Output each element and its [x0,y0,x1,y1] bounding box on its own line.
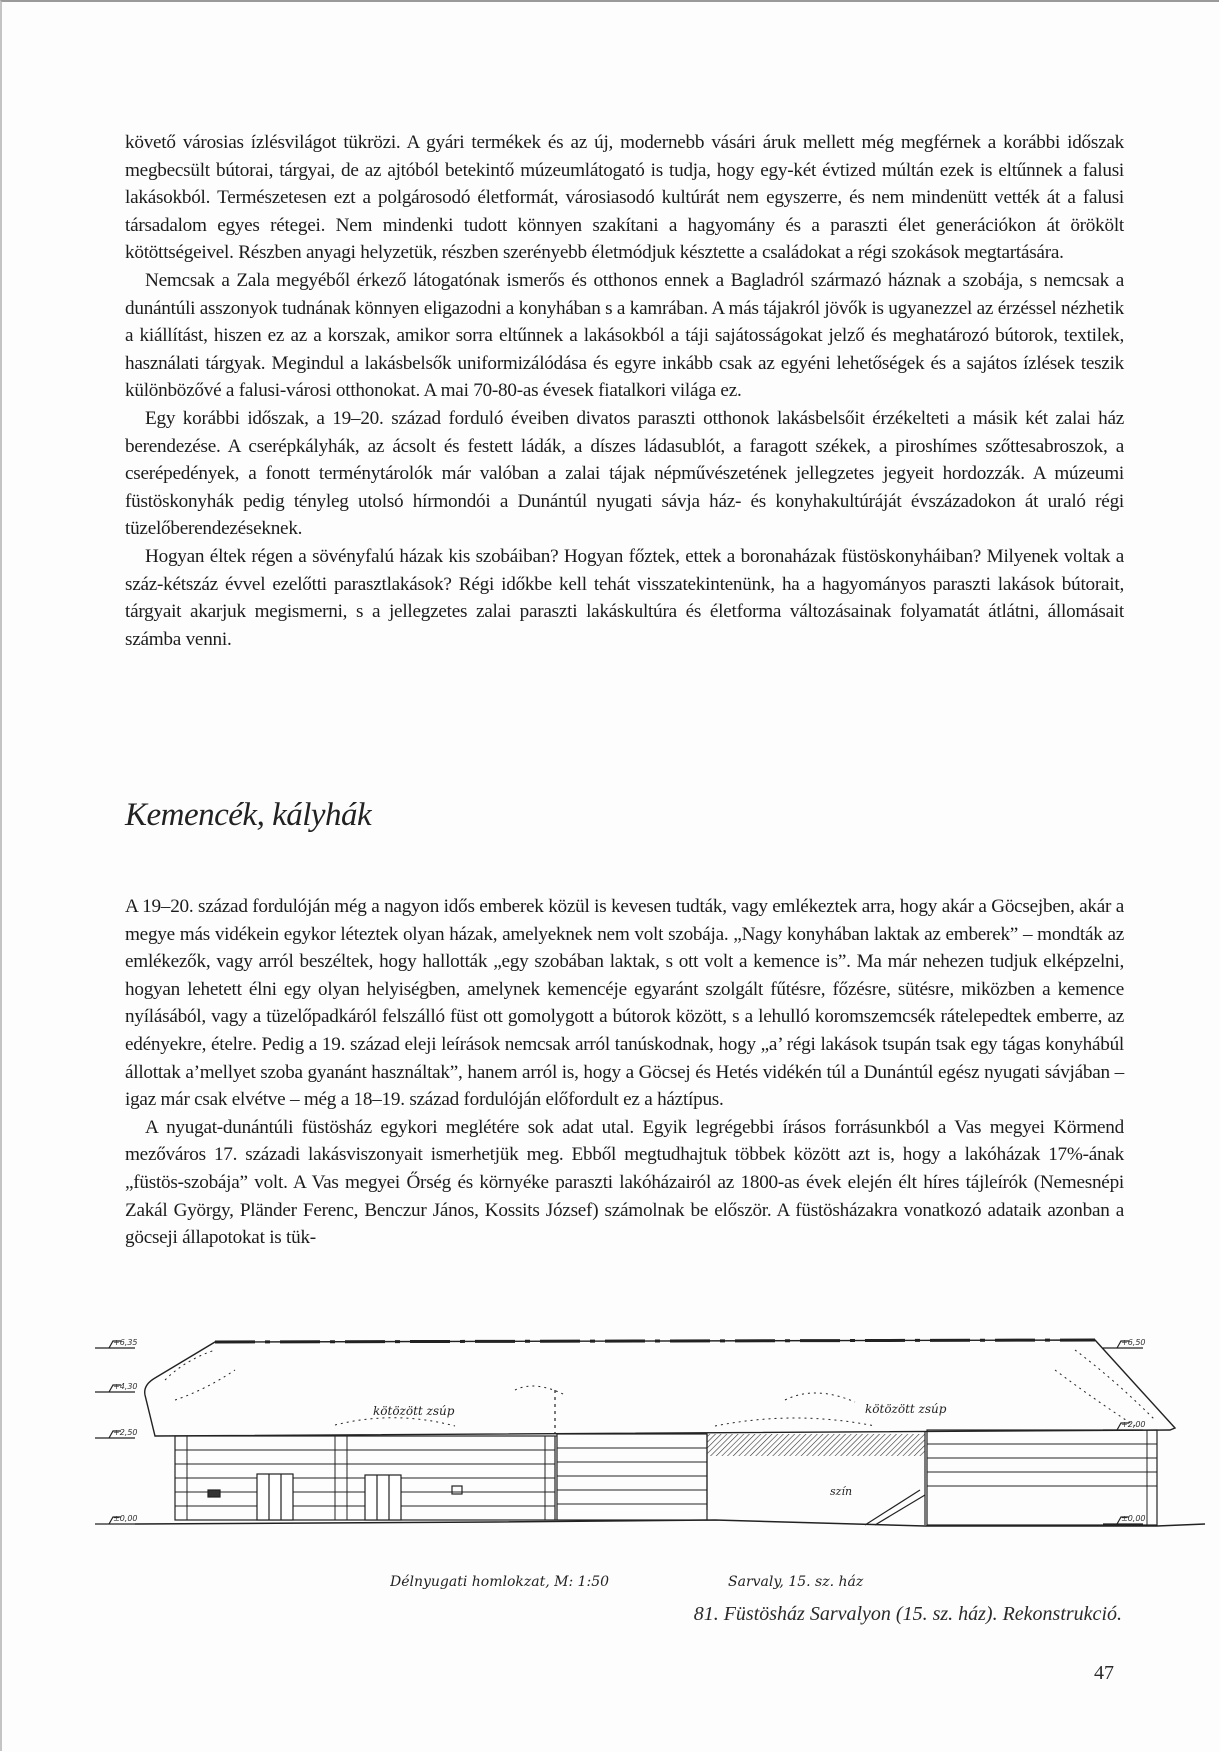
elevation-label: +6,35 [113,1338,138,1347]
body-text-top [125,129,1124,653]
drawing-location-svg [728,1568,978,1598]
paragraph: követő városias ízlésvilágot tükrözi. A gyári termékek és az új, modernebb vásári áruk mellett még megférnek a korábbi időszak megbecsült bútorai, tárgyai, de az ajtóból betekintő múzeumlátogató is tudja, hogy egy-két évtized múltán ezek is eltűnnek a falusi lakásokból. Természetesen ezt a polgárosodó életformát, városiasodó kultúrát nem egyszerre, és nem mindenütt vették át a falusi társadalom egyes rétegei. Nem mindenki tudott könnyen szakítani a hagyomány és a paraszti élet generációkon át örökölt kötöttségeivel. Részben anyagi helyzetük, részben szerényebb életmódjuk késztette a családokat a régi szokások megtartására. [125,132,1124,264]
body-text-section [125,893,1124,1252]
elevation-svg [95,1330,1220,1530]
house-elevation-drawing [95,1330,1220,1530]
drawing-location: Sarvaly, 15. sz. ház [728,1574,864,1590]
elevation-label: ±0,00 [113,1514,138,1523]
elevation-label: +2,50 [113,1428,138,1437]
drawing-title-svg [390,1568,740,1598]
paragraph: Hogyan éltek régen a sövényfalú házak kis szobáiban? Hogyan főztek, ettek a boronaházak füstöskonyháiban? Milyenek voltak a száz-kétszáz évvel ezelőtti parasztlakások? Régi időkbe kell tehát visszatekintenünk, ha a hagyományos paraszti lakások bútorait, tárgyait akarjuk megismerni, s a jellegzetes zalai paraszti lakáskultúra és életforma változásainak folyamatát átlátni, állomásait számba venni. [125,545,1124,650]
paragraph: Egy korábbi időszak, a 19–20. század forduló éveiben divatos paraszti otthonok lakásbelsőit érzékelteti a másik két zalai ház berendezése. A cserépkályhák, az ácsolt és festett ládák, a díszes ládasublót, a faragott székek, a piroshímes szőttesabroszok, a cserépedények, a fonott terménytárolók már valóban a zalai tájak népművészetének jellegzetes jegyeit hordozzák. A múzeumi füstöskonyhák pedig tényleg utolsó hírmondói a Dunántúl nyugati sávja ház- és konyhakultúráját évszázadokon át uraló régi tüzelőberendezéseknek. [125,407,1124,540]
paragraph: A nyugat-dunántúli füstösház egykori meglétére sok adat utal. Egyik legrégebbi írásos forrásunkból a Vas megyei Körmend mezőváros 17. századi lakásviszonyait ismerhetjük meg. Ebből megtudhajtuk többek között azt is, hogy a lakóházak 17%-ának „füstös-szobája” volt. A Vas megyei Őrség és környéke paraszti lakóházairól az 1800-as évek elején élt híres tájleírók (Nemesnépi Zakál György, Pländer Ferenc, Benczur János, Kossits József) számolnak be először. A füstösházakra vonatkozó adataik azonban a göcseji állapotokat is tük- [125,1116,1124,1249]
figure-caption: 81. Füstösház Sarvalyon (15. sz. ház). Rekonstrukció. [693,1603,1122,1625]
drawing-title: Délnyugati homlokzat, M: 1:50 [390,1574,610,1590]
opening-label: szín [830,1485,853,1498]
roof-label: kötözött zsúp [865,1402,947,1416]
elevation-label: +2,00 [1121,1420,1146,1429]
roof-label: kötözött zsúp [373,1404,455,1418]
section-heading: Kemencék, kályhák [125,797,372,833]
paragraph: Nemcsak a Zala megyéből érkező látogatónak ismerős és otthonos ennek a Bagladról származó háznak a szobája, s nemcsak a dunántúli asszonyok tudnának könnyen eligazodni a konyhában s a kamrában. A más tájakról jövők is ugyanezzel az érzéssel nézhetik a kiállítást, hiszen ez az a korszak, amikor sorra eltűnnek a lakásokból a táji sajátosságokat jelző és meghatározó bútorok, textilek, használati tárgyak. Megindul a lakásbelsők uniformizálódása és egyre inkább csak az egyéni lehetőségek és a sajátos ízlések teszik különbözővé a falusi-városi otthonokat. A mai 70-80-as évesek fiatalkori világa ez. [125,269,1124,402]
elevation-label: +6,50 [1121,1338,1146,1347]
elevation-label: ±0,00 [1121,1514,1146,1523]
paragraph: A 19–20. század fordulóján még a nagyon idős emberek közül is kevesen tudták, vagy emlékeztek arra, hogy akár a Göcsejben, akár a megye más vidékein egykor léteztek olyan házak, amelyeknek nem volt szobája. „Nagy konyhában laktak az emberek” – mondták az emlékezők, vagy arról beszéltek, hogy hallották „egy szobában laktak, s ott volt a kemence is”. Ma már nehezen tudjuk elképzelni, hogyan lehetett élni egy olyan helyiségben, amelynek kemencéje egyaránt szolgált fűtésre, főzésre, sütésre, miközben a kemence nyílásából, vagy a tüzelőpadkáról felszálló füst ott gomolygott a bútorok között, s a lehulló koromszemcsék rátelepedtek emberre, az edényekre, ételre. Pedig a 19. század eleji leírások nemcsak arról tanúskodnak, hogy „a’ régi lakások tsupán tsak egy tágas konyhábúl állottak a’mellyet szoba gyanánt használtak”, hanem arról is, hogy a Göcsej és Hetés vidékén túl a Dunántúl egész nyugati sávjában – igaz már csak elvétve – még a 18–19. század fordulóján előfordult ez a háztípus. [125,896,1124,1111]
elevation-label: +4,30 [113,1382,138,1391]
page-number: 47 [1094,1662,1114,1684]
